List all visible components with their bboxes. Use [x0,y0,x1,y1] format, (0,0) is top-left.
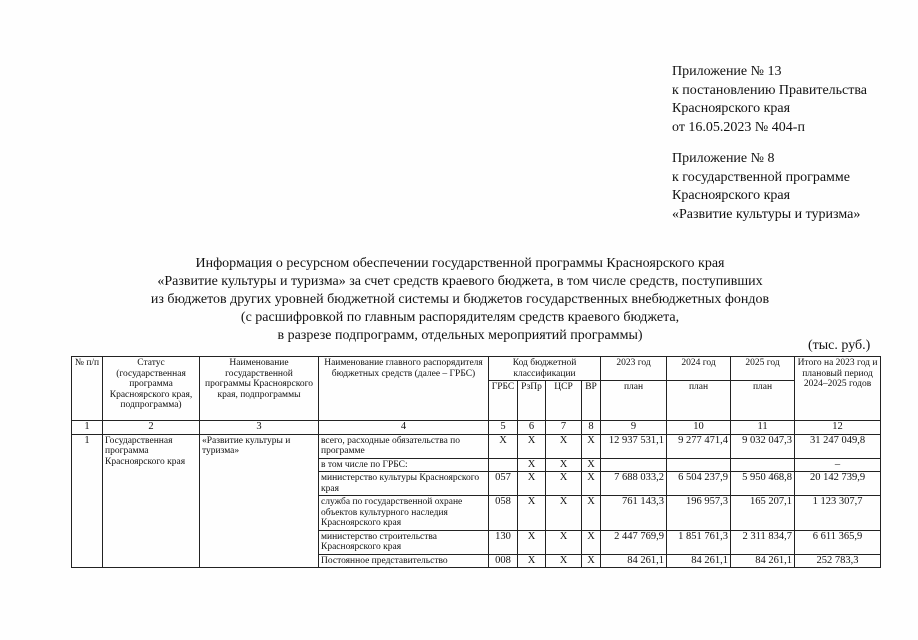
row-2025: 165 207,1 [731,496,795,531]
col-number: 12 [795,421,881,435]
row-2023: 2 447 769,9 [601,530,667,554]
header-plan-2023: план [601,381,667,421]
row-grbs-name: министерство культуры Красноярского края [319,472,489,496]
header-grbs: ГРБС [489,381,518,421]
header-program-name: Наименование государственной программы Красноярского края, подпрограммы [200,357,319,421]
row-2023: 12 937 531,1 [601,434,667,458]
header-num: № п/п [72,357,103,421]
row-vr: Х [582,458,601,472]
header-2025: 2025 год [731,357,795,381]
row-csr: Х [546,458,582,472]
resource-table [71,356,881,568]
title-line1: Информация о ресурсном обеспечении государственной программы Красноярского края [195,256,725,271]
col-number: 9 [601,421,667,435]
col-number: 3 [200,421,319,435]
title-line4: (с расшифровкой по главным распорядителям средств краевого бюджета, [240,310,680,325]
col-number: 7 [546,421,582,435]
row-total: – [795,458,881,472]
row-2025: 9 032 047,3 [731,434,795,458]
row-grbs-name: всего, расходные обязательства по программе [319,434,489,458]
row-vr: Х [582,496,601,531]
col-number: 4 [319,421,489,435]
row-2024: 1 851 761,3 [667,530,731,554]
row-grbs: 058 [489,496,518,531]
title-line5: в разрезе подпрограмм, отдельных мероприятий программы) [277,328,643,343]
col-number: 2 [103,421,200,435]
row-2025: 2 311 834,7 [731,530,795,554]
row-2025: 5 950 468,8 [731,472,795,496]
header-total: Итого на 2023 год и плановый период 2024–2025 годов [795,357,881,421]
row-rzpr: Х [518,496,546,531]
header-csr: ЦСР [546,381,582,421]
row-grbs: 130 [489,530,518,554]
row-grbs: 008 [489,554,518,568]
approval-8-line2: к государственной программе [672,169,850,185]
row-vr: Х [582,530,601,554]
row-total: 20 142 739,9 [795,472,881,496]
row-num: 1 [72,434,103,568]
approval-block-8 [672,150,912,224]
row-2024: 6 504 237,9 [667,472,731,496]
row-2023: 84 261,1 [601,554,667,568]
row-total: 6 611 365,9 [795,530,881,554]
row-csr: Х [546,472,582,496]
col-number: 6 [518,421,546,435]
header-grbs-name: Наименование главного распорядителя бюджетных средств (далее – ГРБС) [319,357,489,421]
row-rzpr: Х [518,530,546,554]
row-2025 [731,458,795,472]
row-grbs-name: министерство строительства Красноярского края [319,530,489,554]
col-number: 1 [72,421,103,435]
row-grbs: 057 [489,472,518,496]
table-row [72,434,881,458]
title-line2: «Развитие культуры и туризма» за счет средств краевого бюджета, в том числе средств, поступивших [157,274,763,289]
row-csr: Х [546,554,582,568]
row-2024: 196 957,3 [667,496,731,531]
row-2023: 7 688 033,2 [601,472,667,496]
row-csr: Х [546,434,582,458]
row-rzpr: Х [518,458,546,472]
header-2024: 2024 год [667,357,731,381]
document-title [100,255,820,345]
row-rzpr: Х [518,434,546,458]
row-program: «Развитие культуры и туризма» [200,434,319,568]
col-number: 10 [667,421,731,435]
row-csr: Х [546,530,582,554]
header-budget-code: Код бюджетной классификации [489,357,601,381]
row-vr: Х [582,472,601,496]
row-csr: Х [546,496,582,531]
header-2023: 2023 год [601,357,667,381]
row-grbs-name: в том числе по ГРБС: [319,458,489,472]
row-grbs [489,458,518,472]
row-grbs-name: Постоянное представительство [319,554,489,568]
row-2024: 9 277 471,4 [667,434,731,458]
approval-13-line2: к постановлению Правительства [672,82,868,98]
row-rzpr: Х [518,554,546,568]
col-number: 11 [731,421,795,435]
row-grbs-name: служба по государственной охране объектов культурного наследия Красноярского края [319,496,489,531]
column-number-row [72,421,881,435]
row-2023 [601,458,667,472]
units-label: (тыс. руб.) [808,338,871,353]
row-2025: 84 261,1 [731,554,795,568]
header-row-1 [72,357,881,381]
row-vr: Х [582,434,601,458]
row-total: 31 247 049,8 [795,434,881,458]
row-grbs: Х [489,434,518,458]
header-status: Статус (государственная программа Красноярского края, подпрограмма) [103,357,200,421]
approval-13-line4: от 16.05.2023 № 404-п [672,119,805,135]
row-rzpr: Х [518,472,546,496]
approval-8-line1: Приложение № 8 [672,151,775,166]
approval-13-line3: Красноярского края [672,101,791,116]
row-2024: 84 261,1 [667,554,731,568]
col-number: 8 [582,421,601,435]
approval-13-line1: Приложение № 13 [672,64,782,79]
header-vr: ВР [582,381,601,421]
row-total: 1 123 307,7 [795,496,881,531]
header-rzpr: РзПр [518,381,546,421]
row-status: Государственная программа Красноярского края [103,434,200,568]
row-2023: 761 143,3 [601,496,667,531]
approval-8-line3: Красноярского края [672,188,791,203]
approval-8-line4: «Развитие культуры и туризма» [672,206,861,222]
row-vr: Х [582,554,601,568]
row-2024 [667,458,731,472]
header-plan-2024: план [667,381,731,421]
approval-block-13 [672,63,912,137]
col-number: 5 [489,421,518,435]
title-line3: из бюджетов других уровней бюджетной системы и бюджетов государственных внебюджетных фондов [150,292,770,307]
header-plan-2025: план [731,381,795,421]
row-total: 252 783,3 [795,554,881,568]
